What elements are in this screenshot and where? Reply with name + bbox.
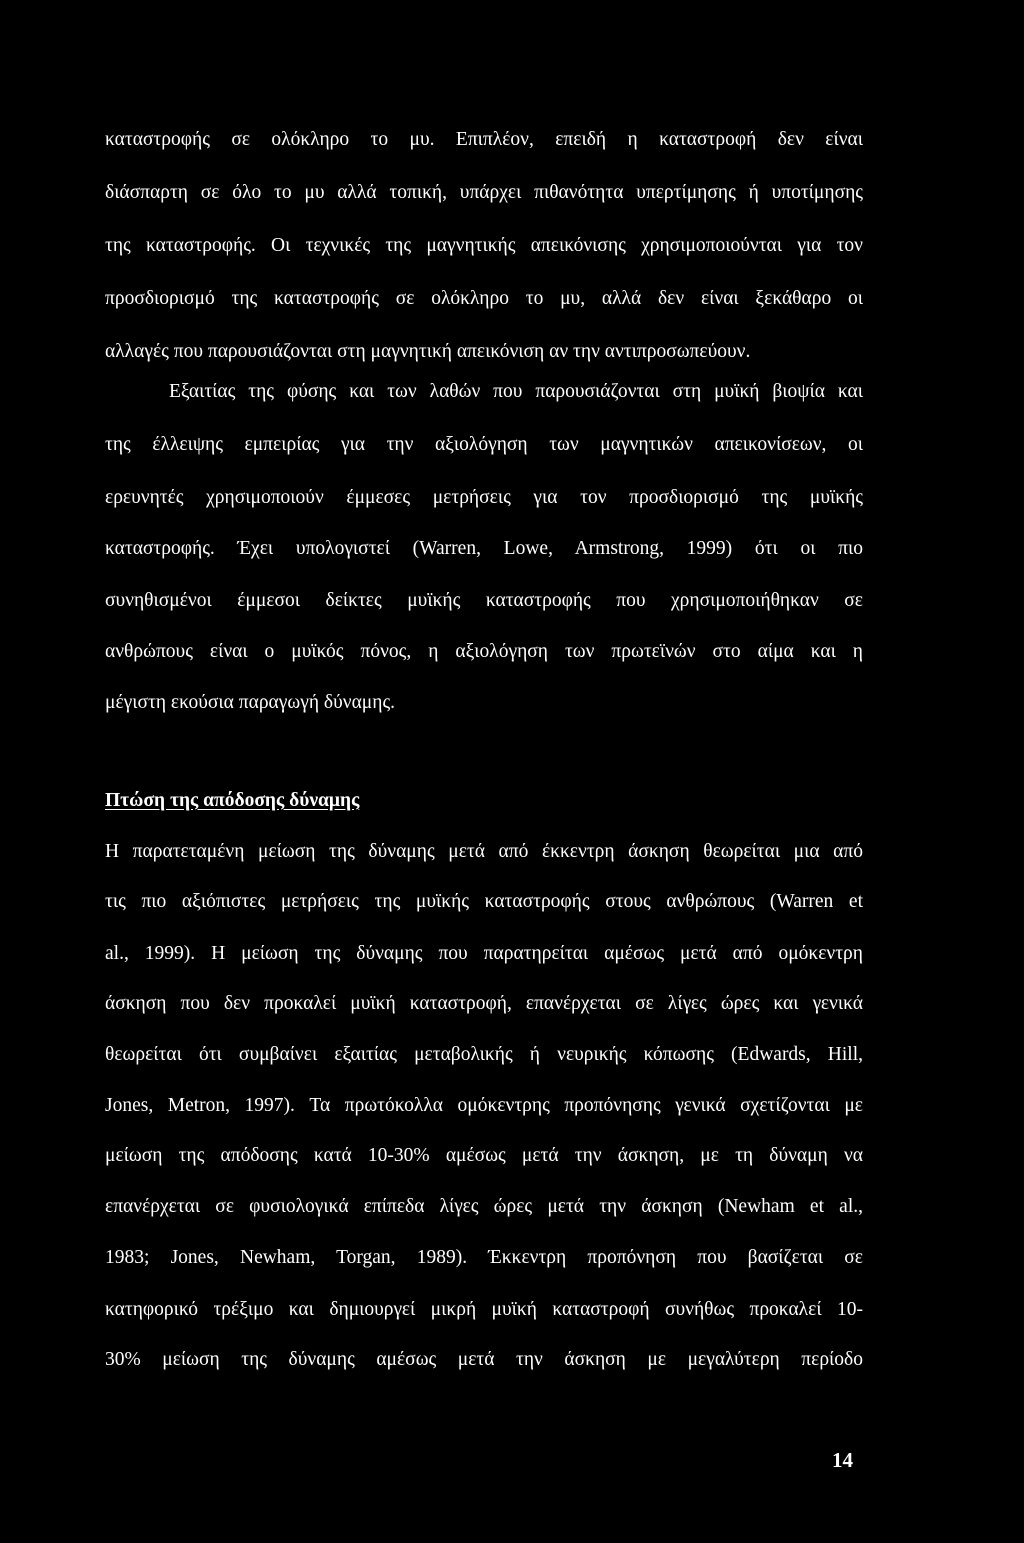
paragraph-2-line: μέγιστη εκούσια παραγωγή δύναμης. bbox=[105, 692, 396, 713]
paragraph-2-line: της έλλειψης εμπειρίας για την αξιολόγηση των μαγνητικών απεικονίσεων, οι bbox=[105, 434, 863, 455]
paragraph-3-line: Η παρατεταμένη μείωση της δύναμης μετά από έκκεντρη άσκηση θεωρείται μια από bbox=[105, 841, 863, 862]
page-number: 14 bbox=[832, 1448, 853, 1472]
paragraph-3-line: μείωση της απόδοσης κατά 10-30% αμέσως μετά την άσκηση, με τη δύναμη να bbox=[105, 1145, 863, 1166]
paragraph-2-line: καταστροφής. Έχει υπολογιστεί (Warren, Lowe, Armstrong, 1999) ότι οι πιο bbox=[105, 538, 863, 559]
paragraph-3-line: θεωρείται ότι συμβαίνει εξαιτίας μεταβολικής ή νευρικής κόπωσης (Edwards, Hill, bbox=[105, 1044, 863, 1065]
paragraph-3-line: άσκηση που δεν προκαλεί μυϊκή καταστροφή, επανέρχεται σε λίγες ώρες και γενικά bbox=[105, 993, 863, 1014]
paragraph-3-line: 30% μείωση της δύναμης αμέσως μετά την άσκηση με μεγαλύτερη περίοδο bbox=[105, 1349, 863, 1370]
paragraph-2-line: Εξαιτίας της φύσης και των λαθών που παρουσιάζονται στη μυϊκή βιοψία και bbox=[169, 381, 863, 402]
paragraph-3-line: 1983; Jones, Newham, Torgan, 1989). Έκκεντρη προπόνηση που βασίζεται σε bbox=[105, 1247, 863, 1268]
paragraph-2-line: ερευνητές χρησιμοποιούν έμμεσες μετρήσεις για τον προσδιορισμό της μυϊκής bbox=[105, 487, 863, 508]
paragraph-1-line: καταστροφής σε ολόκληρο το μυ. Επιπλέον, επειδή η καταστροφή δεν είναι bbox=[105, 129, 863, 150]
paragraph-1-line: προσδιορισμό της καταστροφής σε ολόκληρο το μυ, αλλά δεν είναι ξεκάθαρο οι bbox=[105, 288, 863, 309]
paragraph-3-line: τις πιο αξιόπιστες μετρήσεις της μυϊκής καταστροφής στους ανθρώπους (Warren et bbox=[105, 891, 863, 912]
paragraph-2-line: συνηθισμένοι έμμεσοι δείκτες μυϊκής καταστροφής που χρησιμοποιήθηκαν σε bbox=[105, 590, 863, 611]
paragraph-3-line: Jones, Metron, 1997). Τα πρωτόκολλα ομόκεντρης προπόνησης γενικά σχετίζονται με bbox=[105, 1095, 863, 1116]
paragraph-1-line: της καταστροφής. Οι τεχνικές της μαγνητικής απεικόνισης χρησιμοποιούνται για τον bbox=[105, 235, 863, 256]
paragraph-3-line: al., 1999). Η μείωση της δύναμης που παρατηρείται αμέσως μετά από ομόκεντρη bbox=[105, 943, 863, 964]
paragraph-3-line: επανέρχεται σε φυσιολογικά επίπεδα λίγες ώρες μετά την άσκηση (Newham et al., bbox=[105, 1196, 863, 1217]
paragraph-1-line: διάσπαρτη σε όλο το μυ αλλά τοπική, υπάρχει πιθανότητα υπερτίμησης ή υποτίμησης bbox=[105, 182, 863, 203]
paragraph-1-line: αλλαγές που παρουσιάζονται στη μαγνητική απεικόνιση αν την αντιπροσωπεύουν. bbox=[105, 341, 751, 362]
paragraph-2-line: ανθρώπους είναι ο μυϊκός πόνος, η αξιολόγηση των πρωτεϊνών στο αίμα και η bbox=[105, 641, 863, 662]
section-heading: Πτώση της απόδοσης δύναμης bbox=[105, 790, 360, 811]
paragraph-3-line: κατηφορικό τρέξιμο και δημιουργεί μικρή μυϊκή καταστροφή συνήθως προκαλεί 10- bbox=[105, 1299, 863, 1320]
